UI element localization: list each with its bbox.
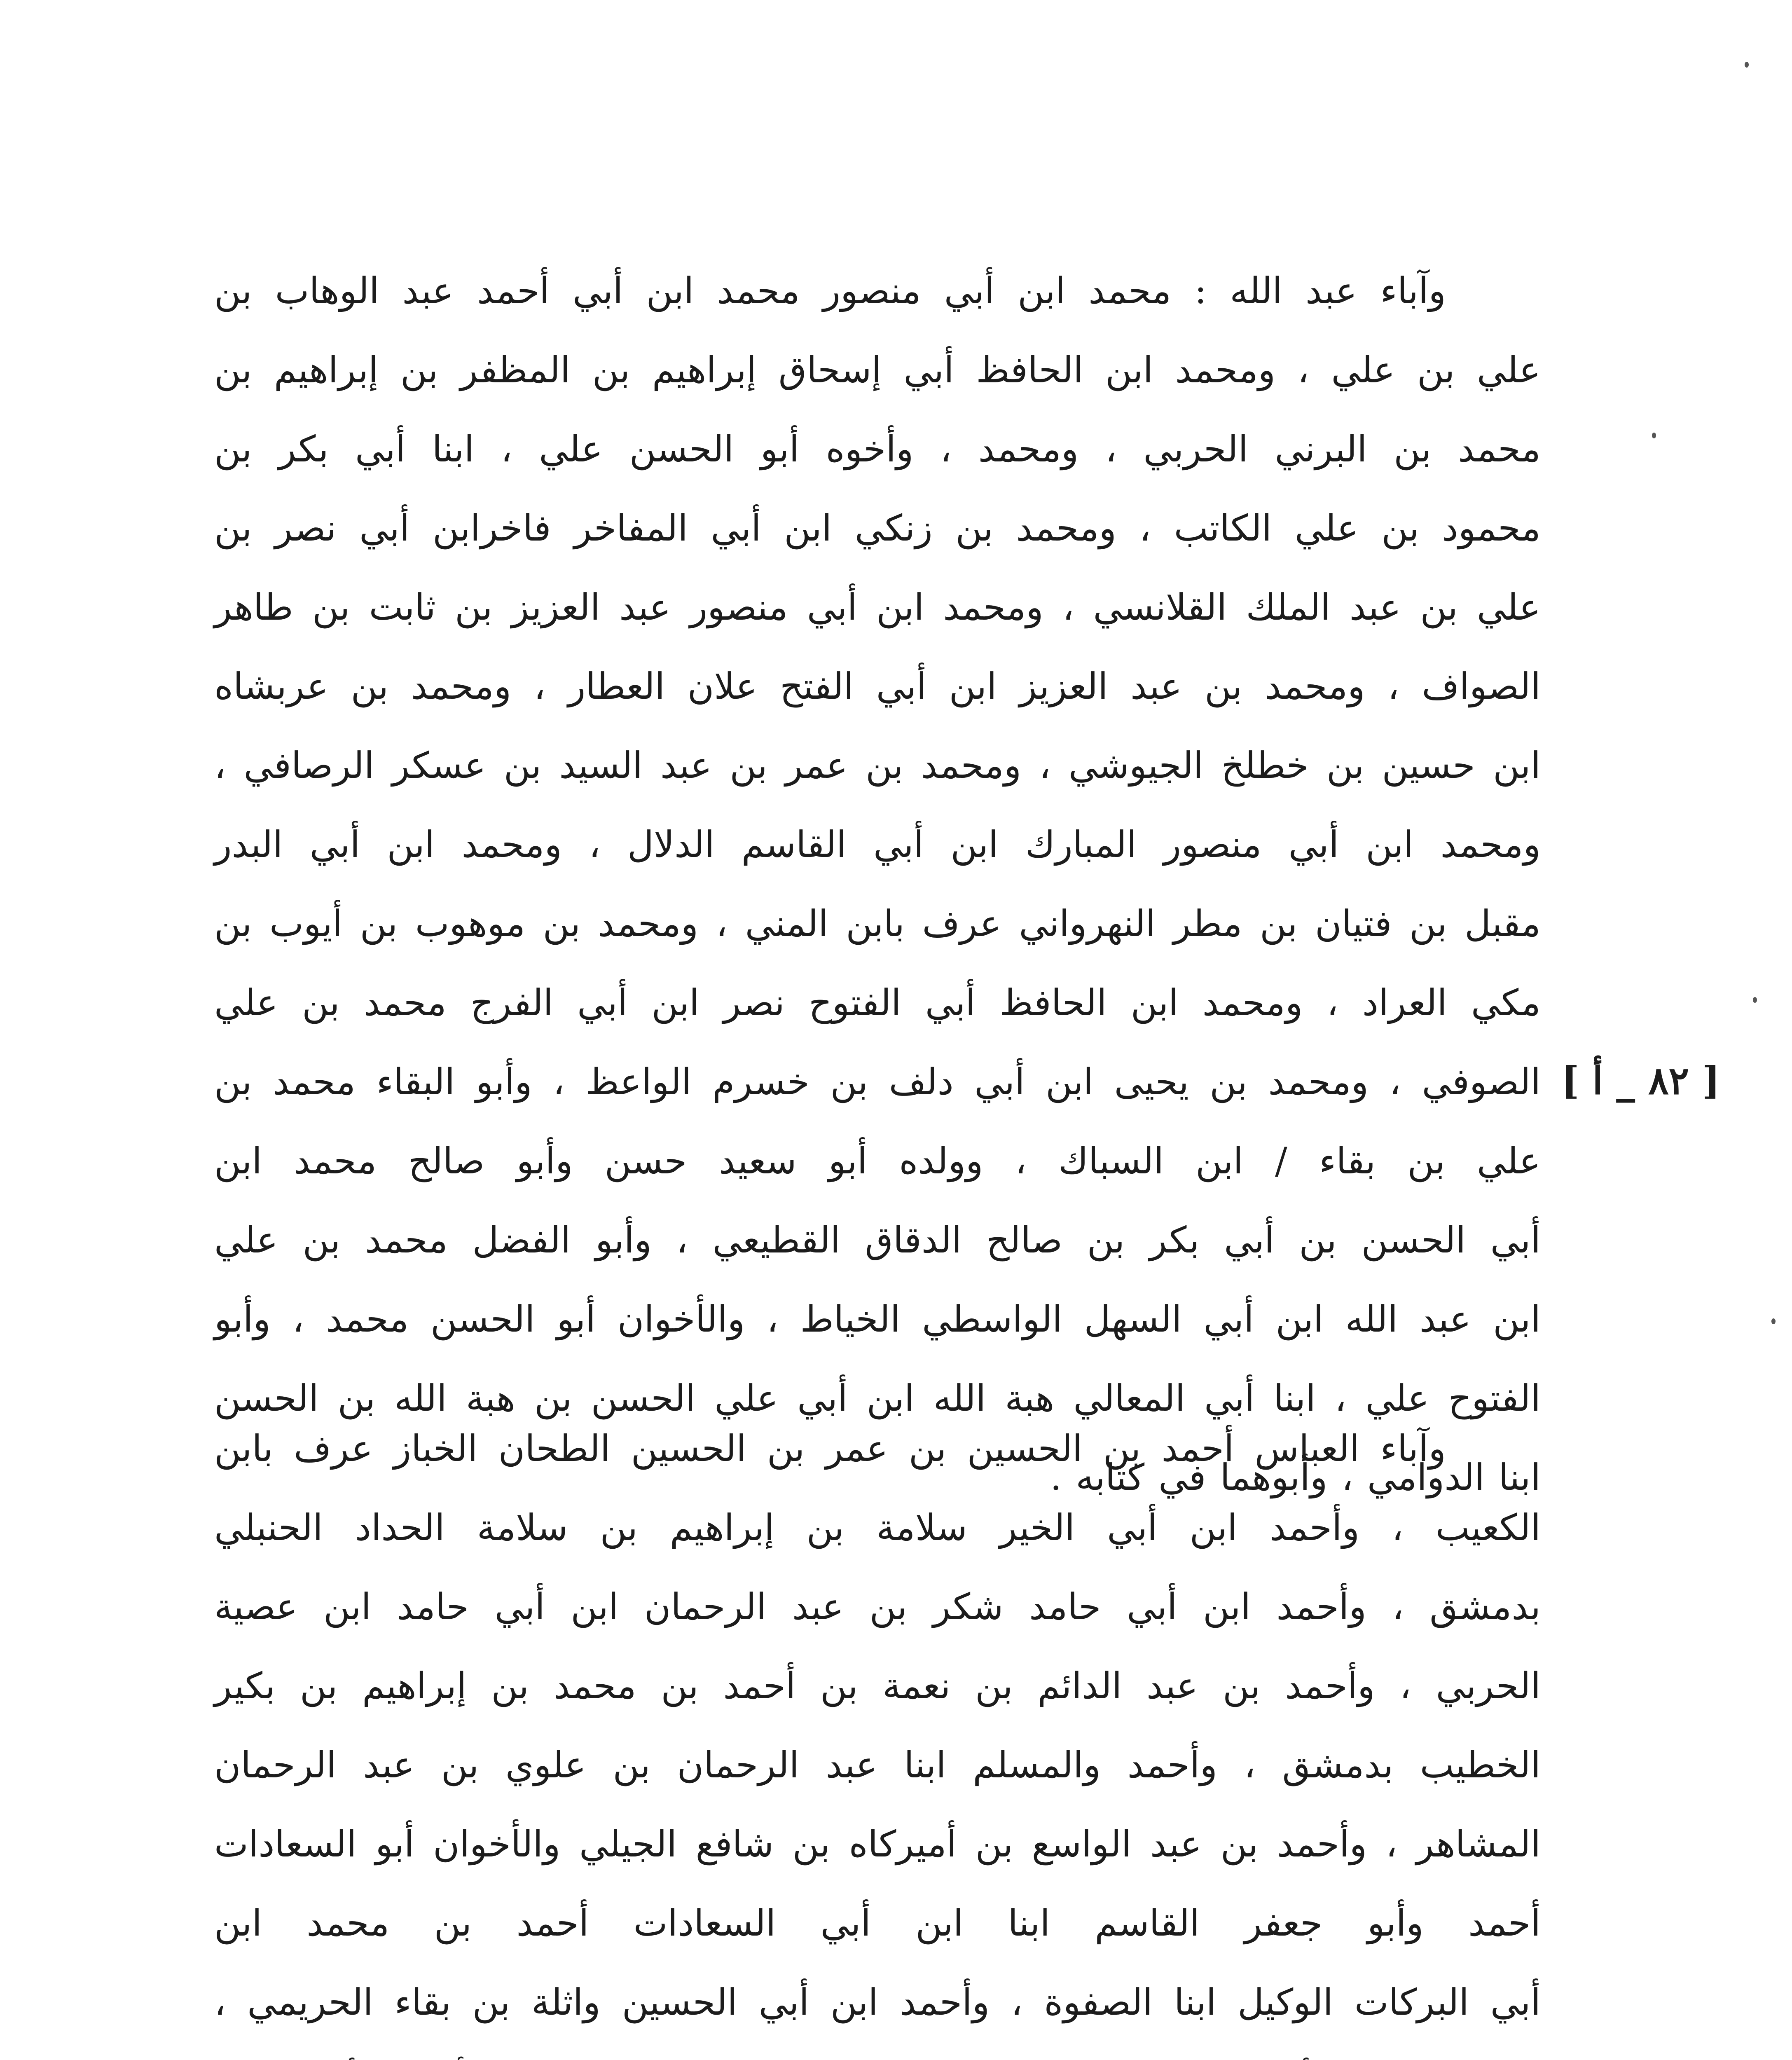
text-line bbox=[214, 2042, 1541, 2060]
text-line: علي بن علي ، ومحمد ابن الحافظ أبي إسحاق إبراهيم بن المظفر بن إبراهيم بن bbox=[214, 349, 1541, 391]
paragraph-2 bbox=[214, 1409, 1541, 2060]
paper-speck bbox=[1652, 433, 1656, 438]
text-line: ابن حسين بن خطلخ الجيوشي ، ومحمد بن عمر بن عبد السيد بن عسكر الرصافي ، bbox=[214, 744, 1541, 787]
text-line: الخطيب بدمشق ، وأحمد والمسلم ابنا عبد الرحمان بن علوي بن عبد الرحمان bbox=[214, 1744, 1541, 1786]
text-line: ومحمد ابن أبي منصور المبارك ابن أبي القاسم الدلال ، ومحمد ابن أبي البدر bbox=[214, 823, 1541, 866]
text-line: الصواف ، ومحمد بن عبد العزيز ابن أبي الفتح علان العطار ، ومحمد بن عربشاه bbox=[214, 665, 1541, 707]
text-line: المشاهر ، وأحمد بن عبد الواسع بن أميركاه بن شافع الجيلي والأخوان أبو السعادات bbox=[214, 1823, 1541, 1865]
paragraph-1 bbox=[214, 251, 1541, 1517]
text-line: علي بن بقاء / ابن السباك ، وولده أبو سعيد حسن وأبو صالح محمد ابن bbox=[214, 1140, 1541, 1182]
text-line: أبي البركات الوكيل ابنا الصفوة ، وأحمد ابن أبي الحسين واثلة بن بقاء الحريمي ، bbox=[214, 1981, 1541, 2023]
text-line: علي بن عبد الملك القلانسي ، ومحمد ابن أبي منصور عبد العزيز بن ثابت بن طاهر bbox=[214, 586, 1541, 628]
text-line: أبي الحسن بن أبي بكر بن صالح الدقاق القطيعي ، وأبو الفضل محمد بن علي bbox=[214, 1219, 1541, 1261]
text-line: مقبل بن فتيان بن مطر النهرواني عرف بابن المني ، ومحمد بن موهوب بن أيوب بن bbox=[214, 902, 1541, 945]
text-line: الحربي ، وأحمد بن عبد الدائم بن نعمة بن أحمد بن محمد بن إبراهيم بن بكير bbox=[214, 1664, 1541, 1707]
text-line: محمد بن البرني الحربي ، ومحمد ، وأخوه أبو الحسن علي ، ابنا أبي بكر بن bbox=[214, 428, 1541, 470]
text-line: الكعيب ، وأحمد ابن أبي الخير سلامة بن إبراهيم بن سلامة الحداد الحنبلي bbox=[214, 1506, 1541, 1549]
text-line: مكي العراد ، ومحمد ابن الحافظ أبي الفتوح نصر ابن أبي الفرج محمد بن علي bbox=[214, 981, 1541, 1024]
paper-speck bbox=[1771, 1318, 1776, 1324]
text-line: بدمشق ، وأحمد ابن أبي حامد شكر بن عبد الرحمان ابن أبي حامد ابن عصية bbox=[214, 1585, 1541, 1628]
text-line: ابن عبد الله ابن أبي السهل الواسطي الخياط ، والأخوان أبو الحسن محمد ، وأبو bbox=[214, 1298, 1541, 1340]
text-line: الفتوح علي ، ابنا أبي المعالي هبة الله ابن أبي علي الحسن بن هبة الله بن الحسن bbox=[214, 1377, 1541, 1419]
paper-speck bbox=[1753, 997, 1757, 1003]
text-line: وآباء عبد الله : محمد ابن أبي منصور محمد ابن أبي أحمد عبد الوهاب بن bbox=[214, 269, 1446, 312]
text-line: ابنا الدوامي ، وأبوهما في كتابه . bbox=[1050, 1456, 1541, 1498]
text-line: أحمد وأبو جعفر القاسم ابنا ابن أبي السعادات أحمد بن محمد ابن bbox=[214, 1902, 1541, 1944]
text-line: وآباء العباس أحمد بن الحسين بن عمر بن الحسين الطحان الخباز عرف بابن bbox=[214, 1427, 1446, 1470]
text-line: محمود بن علي الكاتب ، ومحمد بن زنكي ابن أبي المفاخر فاخرابن أبي نصر بن bbox=[214, 507, 1541, 549]
text-line: الصوفي ، ومحمد بن يحيى ابن أبي دلف بن خسرم الواعظ ، وأبو البقاء محمد بن bbox=[214, 1060, 1541, 1103]
paper-speck bbox=[1745, 62, 1749, 68]
folio-marker: [ ٨٢ _ أ ] bbox=[1561, 1058, 1720, 1103]
